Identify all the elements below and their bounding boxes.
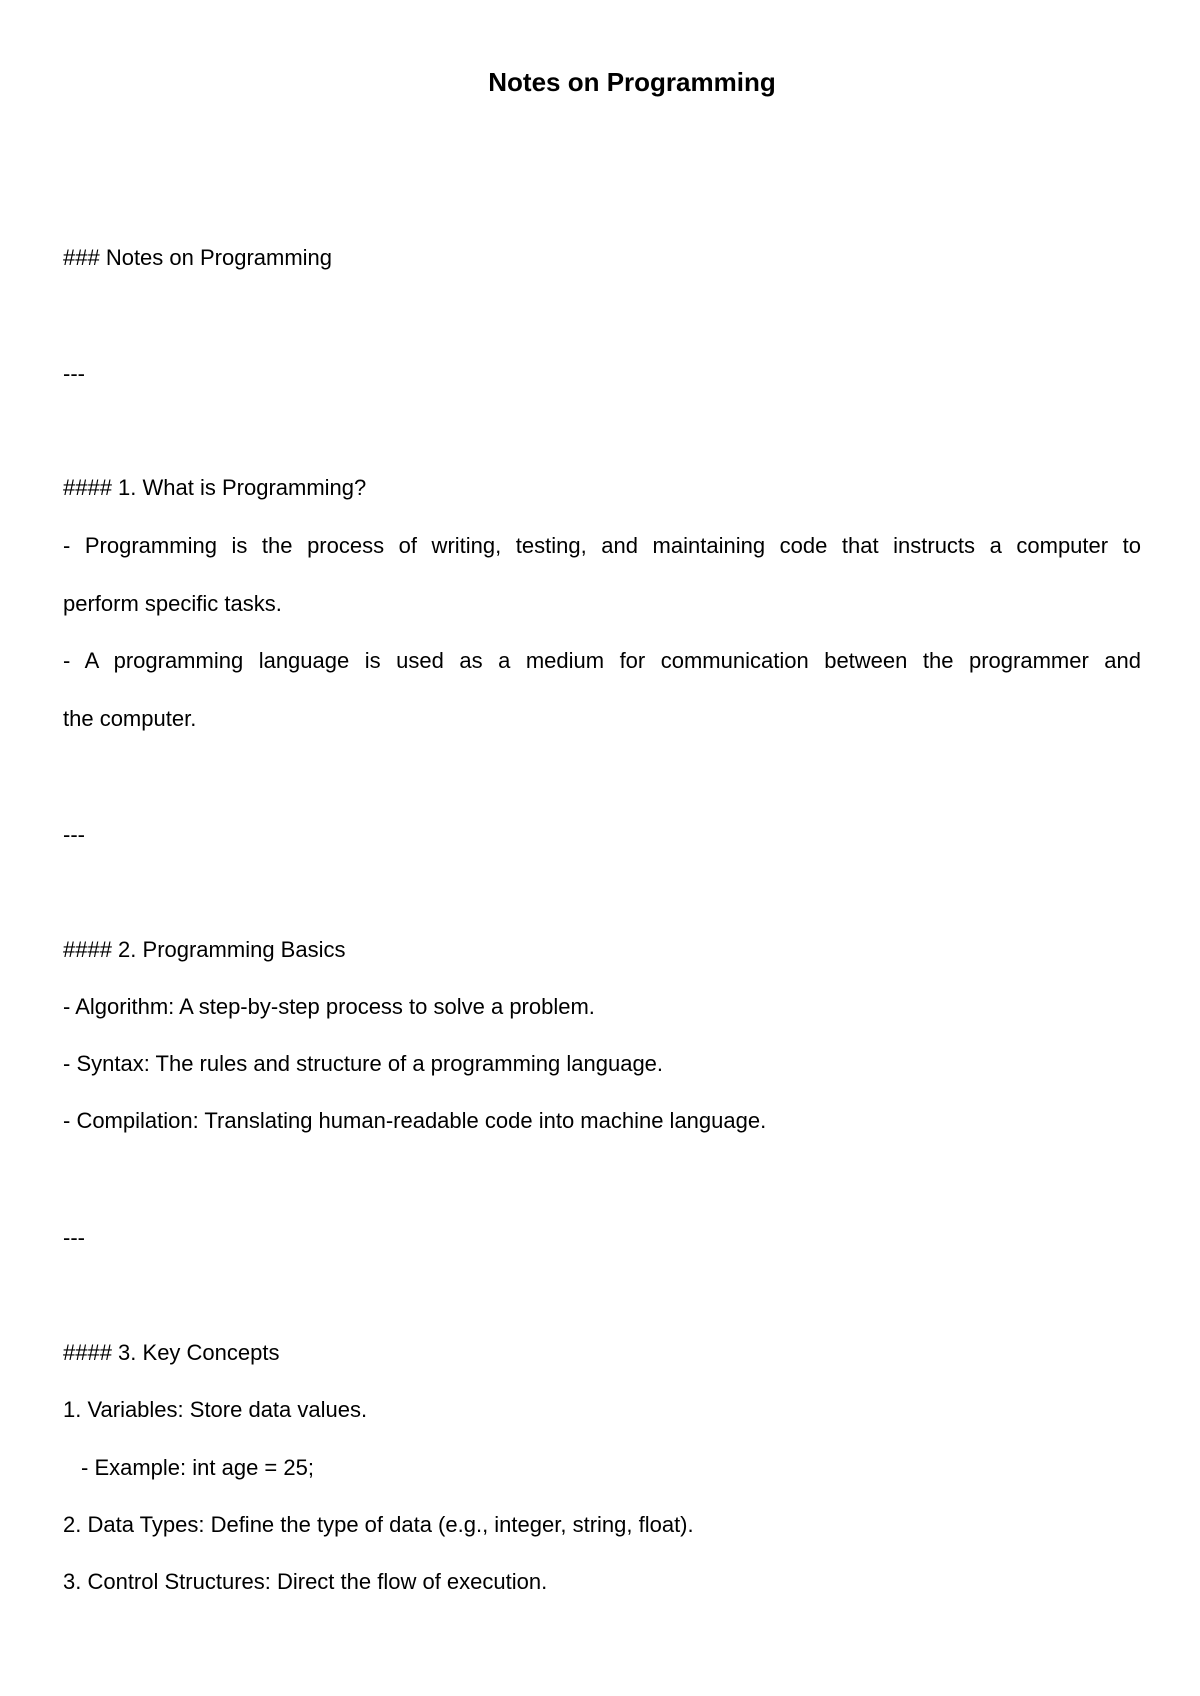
list-item-control-structures: 3. Control Structures: Direct the flow of execution.	[63, 1569, 548, 1594]
bullet-algorithm: - Algorithm: A step-by-step process to solve a problem.	[63, 994, 595, 1019]
section-heading-key-concepts: #### 3. Key Concepts	[63, 1340, 280, 1365]
markdown-heading-notes: ### Notes on Programming	[63, 245, 333, 270]
bullet-syntax: - Syntax: The rules and structure of a programming language.	[63, 1051, 664, 1076]
section-heading-what-is-programming: #### 1. What is Programming?	[63, 475, 367, 500]
document-title: Notes on Programming	[488, 67, 776, 97]
bullet-compilation: - Compilation: Translating human-readable code into machine language.	[63, 1108, 767, 1133]
list-item-variables: 1. Variables: Store data values.	[63, 1397, 368, 1422]
horizontal-rule-text: ---	[63, 1225, 85, 1250]
horizontal-rule-text: ---	[63, 361, 85, 386]
bullet-programming-definition-continued: perform specific tasks.	[63, 591, 282, 616]
section-heading-programming-basics: #### 2. Programming Basics	[63, 937, 346, 962]
bullet-programming-language: - A programming language is used as a medium for communication between the programmer and	[63, 648, 1141, 673]
bullet-programming-language-continued: the computer.	[63, 706, 197, 731]
horizontal-rule-text: ---	[63, 822, 85, 847]
list-item-variables-example: - Example: int age = 25;	[81, 1455, 314, 1480]
list-item-data-types: 2. Data Types: Define the type of data (e.g., integer, string, float).	[63, 1512, 694, 1537]
bullet-programming-definition: - Programming is the process of writing, testing, and maintaining code that instructs a computer to	[63, 533, 1141, 558]
